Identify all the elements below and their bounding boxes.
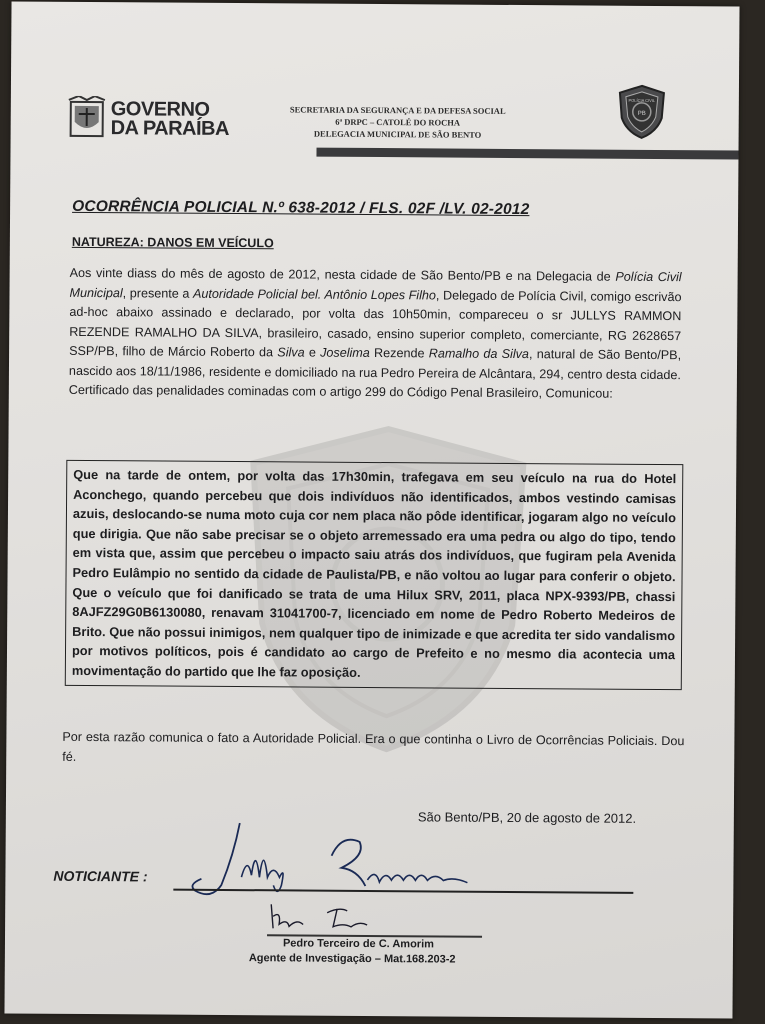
agent-role: Agente de Investigação – Mat.168.203-2 [248, 952, 456, 966]
paraiba-coat-of-arms-icon [67, 96, 107, 140]
delegacia-line: DELEGACIA MUNICIPAL DE SÃO BENTO [313, 128, 482, 140]
governo-da-paraiba-logo-text [111, 100, 230, 139]
agent-name: Pedro Terceiro de C. Amorim [282, 937, 434, 951]
para1-text-e: , Delegado de Polícia Civil, comigo escrivão ad-hoc abaixo assinado e declarado, por volta das 10h50min, compareceu o sr JULLYS RAMMON REZENDE RAMALHO DA SILVA, brasileiro, casado, ensino superior completo, comerciante, RG 2628657 SSP/PB, filho de Márcio Roberto da [69, 287, 682, 360]
badge-state: PB [637, 110, 646, 117]
opening-paragraph [69, 264, 682, 405]
noticiante-signature [181, 815, 482, 907]
para1-text-f: Silva [277, 345, 305, 360]
para1-text-j: Ramalho da Silva [428, 346, 530, 362]
para1-text-c: , presente a [122, 285, 194, 301]
statement-box: Que na tarde de ontem, por volta das 17h30min, trafegava em seu veículo na rua do Hotel Aconchego, quando percebeu que dois indivíduos não identificados, ambos vestindo camisas azuis, deslocando-se numa moto cuja cor nem placa não pôde identificar, jogaram algo no veículo que dirigia. Que não sabe precisar se o objeto arremessado era uma pedra ou algo do tipo, tendo em vista que, assim que percebeu o impacto saiu atrás dos indivíduos, que fugiram pela Avenida Pedro Eulâmpio no sentido da cidade de Paulista/PB, e não voltou ao lugar para conferir o objeto. Que o veículo que foi danificado se trata de uma Hilux SRV, 2011, placa NPX-9393/PB, chassi 8AJFZ29G0B6130080, renavam 31041700-7, licenciado em nome de Pedro Roberto Medeiros de Brito. Que não possui inimigos, nem qualquer tipo de inimizade e que acredita ter sido vandalismo por motivos políticos, pois é candidato ao cargo de Prefeito e no mesmo dia acontecia uma movimentação do partido que lhe faz oposição. [65, 460, 684, 690]
para1-text-i: Rezende [369, 345, 429, 361]
drpc-line: 6ª DRPC – CATOLÉ DO ROCHA [335, 116, 461, 128]
agent-signature [267, 898, 387, 935]
date-line: São Bento/PB, 20 de agosto de 2012. [417, 809, 637, 826]
para1-text-b: Polícia Civil Municipal [69, 269, 682, 300]
header-rule [316, 148, 739, 160]
para1-text-g: e [304, 345, 321, 360]
badge-text: POLÍCIA CIVIL [628, 97, 656, 103]
noticiante-label: NOTICIANTE : [53, 867, 148, 885]
para1-text-k: , natural de São Bento/PB, nascido aos 18/11/1986, residente e domiciliado na rua Pedro Pereira de Alcântara, 294, centro desta cidade. Certificado das penalidades cominadas com o artigo 299 do Código Penal Brasileiro, Comunicou: [68, 347, 682, 401]
gov-line-1: GOVERNO [110, 98, 210, 121]
secretaria-line: SECRETARIA DA SEGURANÇA E DA DEFESA SOCIAL [289, 104, 506, 116]
gov-line-2: DA PARAÍBA [110, 117, 230, 140]
document-page [4, 1, 739, 1018]
issuing-office [263, 103, 533, 141]
document-header [66, 90, 698, 164]
noticiante-signature-text: Jullys Rammon [181, 814, 189, 816]
policia-civil-badge-icon [617, 84, 667, 140]
document-title: OCORRÊNCIA POLICIAL N.º 638-2012 / FLS. 02F /LV. 02-2012 [72, 197, 530, 219]
para1-text-d: Autoridade Policial bel. Antônio Lopes Filho [192, 286, 436, 302]
nature-line: NATUREZA: DANOS EM VEÍCULO [71, 234, 274, 251]
para1-text-a: Aos vinte diass do mês de agosto de 2012, nesta cidade de São Bento/PB e na Delegacia de [69, 265, 616, 284]
para1-text-h: Joselima [320, 345, 370, 360]
closing-paragraph: Por esta razão comunica o fato a Autoridade Policial. Era o que continha o Livro de Ocorrências Policiais. Dou fé. [62, 729, 685, 764]
